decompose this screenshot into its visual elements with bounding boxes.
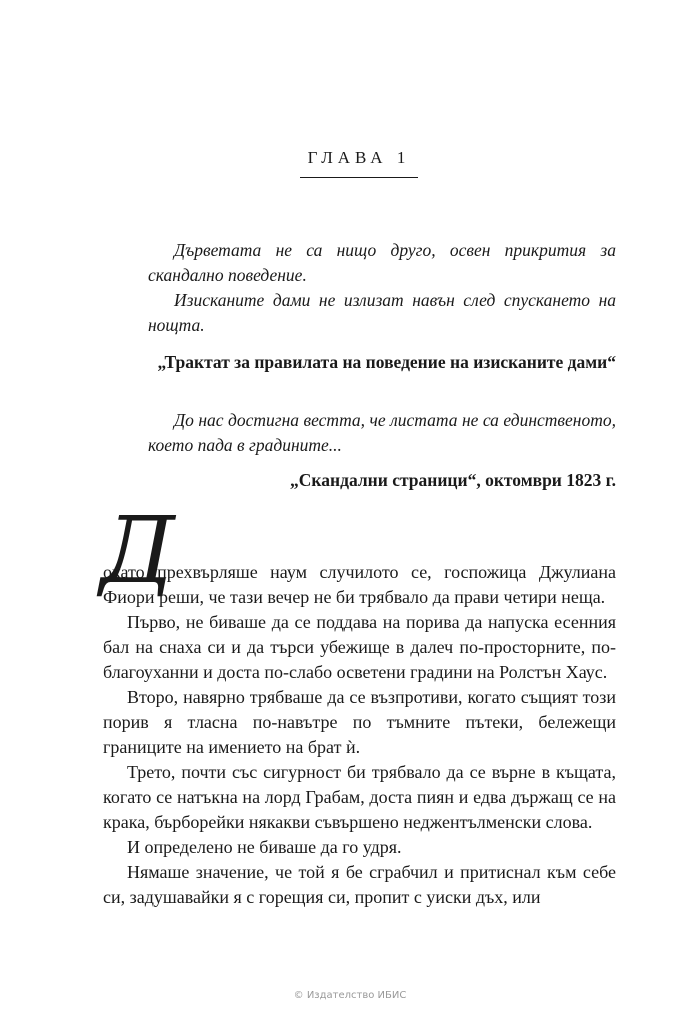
paragraph: И определено не биваше да го удря. [127, 837, 402, 857]
chapter-divider [300, 177, 418, 178]
epigraph-2-line-1: До нас достигна вестта, че листата не са единственото, което пада в градините... [148, 410, 616, 455]
epigraphs [148, 238, 616, 493]
chapter-body [103, 560, 616, 910]
paragraph: Първо, не биваше да се поддава на порива да напуска есенния бал на снаха си и да търси убежище в далеч по-просторните, по-благоуханни и доста по-слабо осветени градини на Ролстън Хаус. [103, 612, 616, 682]
epigraph-1-source: „Трактат за правилата на поведение на изисканите дами“ [157, 352, 616, 372]
paragraph: Трето, почти със сигурност би трябвало да се върне в къщата, когато се натъкна на лорд Грабам, доста пиян и едва държащ се на крака, бърборейки някакви съвършено неджентълменски слова. [103, 762, 616, 832]
paragraph: окато прехвърляше наум случилото се, госпожица Джулиана Фиори реши, че тази вечер не би трябвало да прави четири неща. [103, 562, 616, 607]
drop-cap-letter: Д [100, 497, 175, 604]
publisher-footer: © Издателство ИБИС [293, 990, 407, 1001]
epigraph-2-source: „Скандални страници“, октомври 1823 г. [290, 470, 616, 490]
epigraph-1-line-2: Изисканите дами не излизат навън след спускането на нощта. [148, 290, 616, 335]
paragraph: Нямаше значение, че той я бе сграбчил и притиснал към себе си, задушавайки я с горещия си, пропит с уиски дъх, или [103, 862, 616, 907]
chapter-heading: ГЛАВА 1 [307, 148, 411, 167]
epigraph-1-line-1: Дърветата не са нищо друго, освен прикрития за скандално поведение. [148, 240, 616, 285]
paragraph: Второ, навярно трябваше да се възпротиви, когато същият този порив я тласна по-навътре по тъмните пътеки, бележещи границите на имението на брат ѝ. [103, 687, 616, 757]
